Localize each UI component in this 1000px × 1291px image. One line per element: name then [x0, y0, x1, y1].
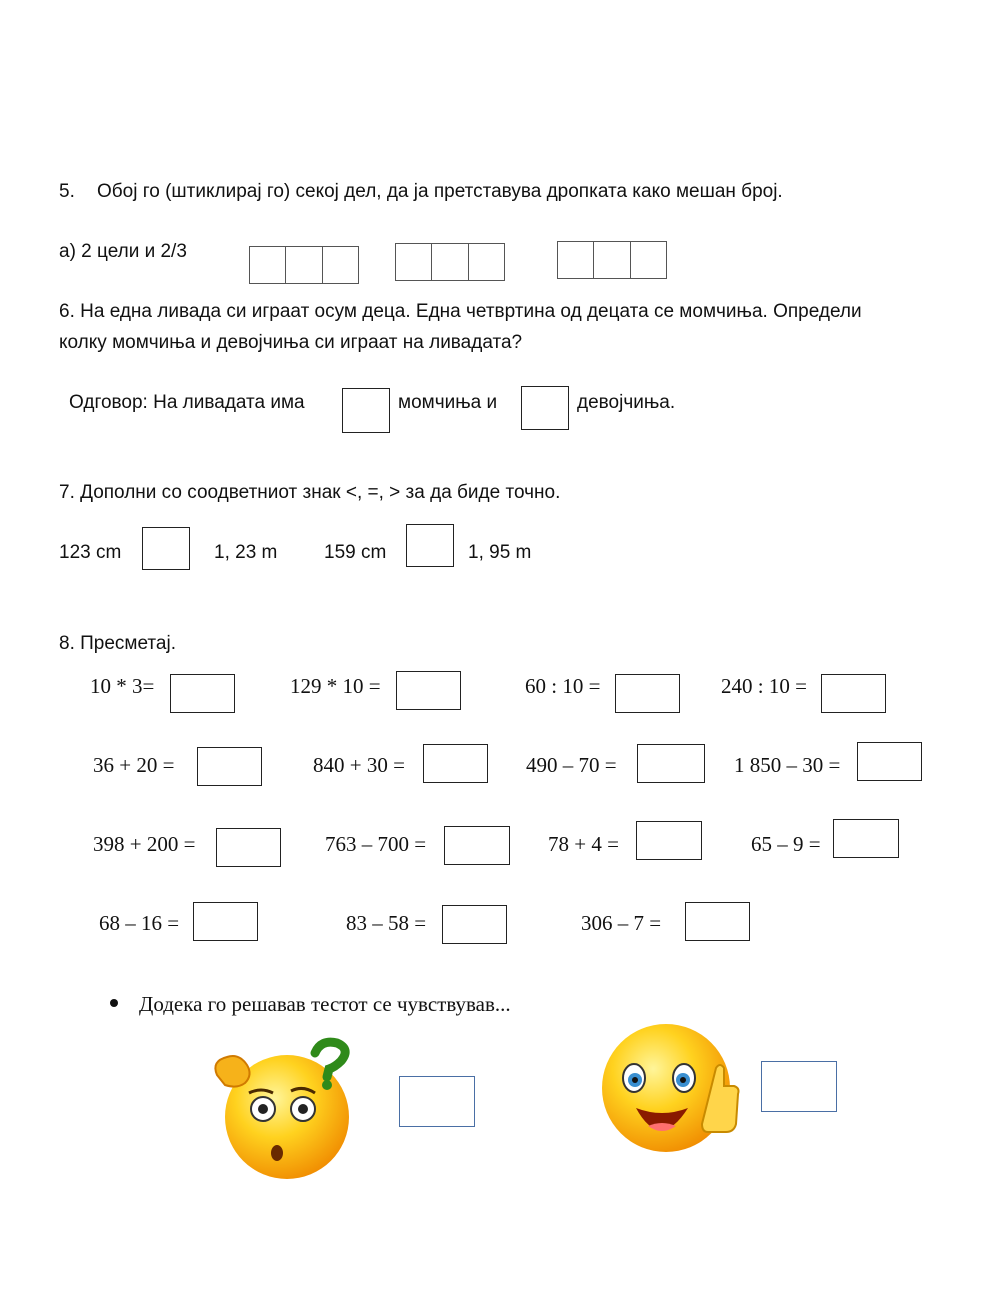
- exercise-label: 10 * 3=: [90, 674, 155, 698]
- q6-answer-suffix: девојчиња.: [577, 392, 676, 413]
- exercise-answer-box[interactable]: [637, 744, 705, 783]
- boys-answer-box[interactable]: [342, 388, 390, 433]
- exercise-label: 129 * 10 =: [290, 674, 381, 698]
- compare-box-2[interactable]: [406, 524, 454, 567]
- bullet-icon: [110, 999, 118, 1007]
- fraction-bar-3: [557, 241, 667, 279]
- exercise-label: 65 – 9 =: [751, 832, 821, 856]
- q5-text: Обој го (штиклирај го) секој дел, да ја претставува дропката како мешан број.: [97, 181, 783, 202]
- exercise-answer-box[interactable]: [615, 674, 680, 713]
- fraction-cell[interactable]: [432, 244, 468, 280]
- q6-answer-prefix: Одговор: На ливадата има: [69, 392, 305, 413]
- q6-text-line1: 6. На една ливада си играат осум деца. Една четвртина од децата се момчиња. Определи: [59, 301, 862, 322]
- q7-left1: 123 cm: [59, 542, 122, 563]
- exercise-label: 78 + 4 =: [548, 832, 619, 856]
- exercise-answer-box[interactable]: [636, 821, 702, 860]
- exercise-answer-box[interactable]: [833, 819, 899, 858]
- q5-part-a: а) 2 цели и 2/3: [59, 241, 187, 262]
- girls-answer-box[interactable]: [521, 386, 569, 430]
- exercise-answer-box[interactable]: [170, 674, 235, 713]
- exercise-label: 398 + 200 =: [93, 832, 196, 856]
- thumbs-up-emoji-icon: [598, 1022, 748, 1162]
- fraction-cell[interactable]: [631, 242, 666, 278]
- happy-answer-box[interactable]: [761, 1061, 837, 1112]
- exercise-answer-box[interactable]: [396, 671, 461, 710]
- exercise-answer-box[interactable]: [442, 905, 507, 944]
- exercise-label: 60 : 10 =: [525, 674, 601, 698]
- exercise-answer-box[interactable]: [857, 742, 922, 781]
- exercise-answer-box[interactable]: [821, 674, 886, 713]
- q7-text: 7. Дополни со соодветниот знак <, =, > за да биде точно.: [59, 482, 561, 503]
- confused-emoji-icon: [205, 1035, 365, 1185]
- q6-text-line2: колку момчиња и девојчиња си играат на ливадата?: [59, 332, 523, 353]
- fraction-cell[interactable]: [469, 244, 504, 280]
- fraction-cell[interactable]: [286, 247, 322, 283]
- exercise-label: 306 – 7 =: [581, 911, 662, 935]
- q7-right1: 1, 23 m: [214, 542, 278, 563]
- exercise-answer-box[interactable]: [685, 902, 750, 941]
- fraction-cell[interactable]: [558, 242, 594, 278]
- exercise-label: 763 – 700 =: [325, 832, 427, 856]
- exercise-label: 83 – 58 =: [346, 911, 427, 935]
- exercise-label: 240 : 10 =: [721, 674, 807, 698]
- exercise-label: 36 + 20 =: [93, 753, 175, 777]
- fraction-cell[interactable]: [250, 247, 286, 283]
- fraction-cell[interactable]: [323, 247, 358, 283]
- fraction-cell[interactable]: [594, 242, 630, 278]
- compare-box-1[interactable]: [142, 527, 190, 570]
- exercise-answer-box[interactable]: [423, 744, 488, 783]
- exercise-label: 1 850 – 30 =: [734, 753, 841, 777]
- exercise-label: 490 – 70 =: [526, 753, 617, 777]
- fraction-bar-2: [395, 243, 505, 281]
- exercise-answer-box[interactable]: [193, 902, 258, 941]
- exercise-answer-box[interactable]: [216, 828, 281, 867]
- q8-title: 8. Пресметај.: [59, 633, 176, 654]
- fraction-cell[interactable]: [396, 244, 432, 280]
- q5-number: 5.: [59, 181, 75, 202]
- fraction-bar-1: [249, 246, 359, 284]
- exercise-answer-box[interactable]: [444, 826, 510, 865]
- q7-left2: 159 cm: [324, 542, 387, 563]
- q7-right2: 1, 95 m: [468, 542, 532, 563]
- confused-answer-box[interactable]: [399, 1076, 475, 1127]
- exercise-answer-box[interactable]: [197, 747, 262, 786]
- exercise-label: 68 – 16 =: [99, 911, 180, 935]
- feeling-text: Додека го решавав тестот се чувствував...: [139, 992, 511, 1016]
- q6-answer-mid: момчиња и: [398, 392, 498, 413]
- exercise-label: 840 + 30 =: [313, 753, 405, 777]
